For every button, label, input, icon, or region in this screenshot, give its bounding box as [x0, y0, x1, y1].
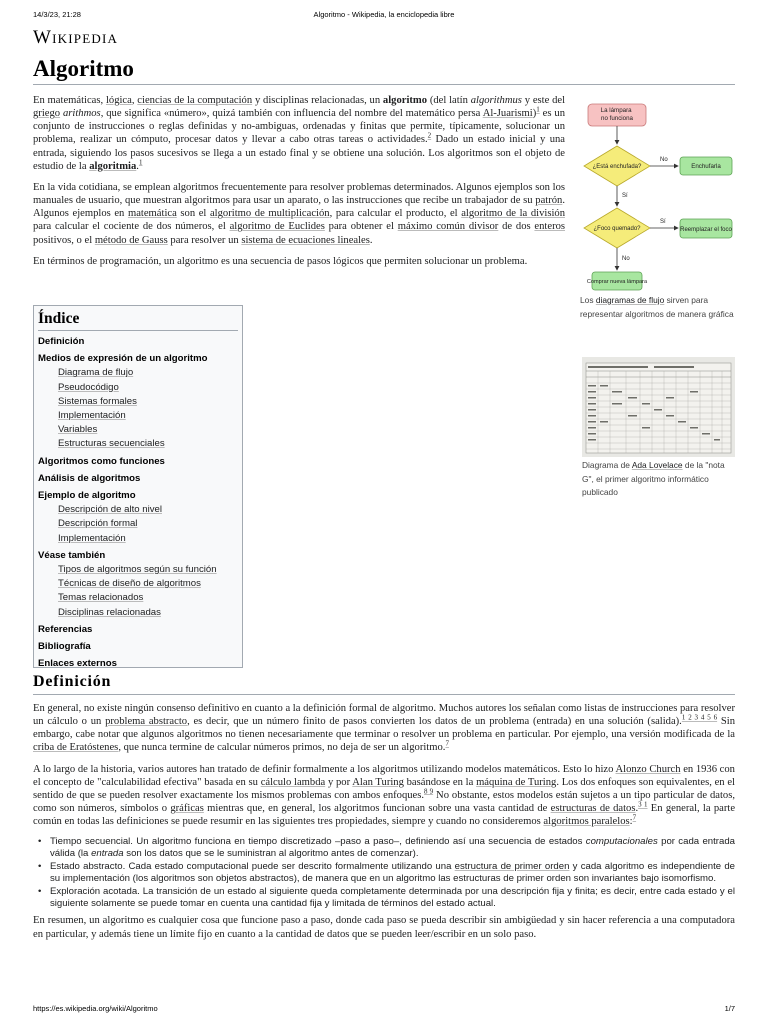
print-footer	[33, 1004, 735, 1016]
toc-item[interactable]: Algoritmos como funciones	[38, 455, 165, 467]
flow-end-label: Comprar nueva lámpara	[586, 279, 648, 285]
link-matematica[interactable]: matemática	[127, 208, 177, 220]
definicion-paragraph-3: En resumen, un algoritmo es cualquier cosa que funcione paso a paso, donde cada paso se pueda describir sin ambigüedad y sin hacer referencia a una computadora en particular, y además tiene un límite fijo en cuanto a la cantidad de datos que se pueden leer/escribir en un solo paso.	[33, 915, 735, 940]
link-estructuras-datos[interactable]: estructuras de datos	[550, 803, 636, 815]
toc-item[interactable]: Implementación	[58, 410, 126, 422]
link-algoritmos-paralelos[interactable]: algoritmos paralelos	[543, 816, 630, 828]
lovelace-figure	[582, 357, 735, 500]
lovelace-diagram-image[interactable]	[582, 357, 735, 457]
intro-paragraph-2: En la vida cotidiana, se emplean algoritmos frecuentemente para resolver problemas determinados. Algunos ejemplos son los manuales de usuario, que muestran algoritmos para usar un aparato, o las instrucciones que recibe un trabajador de su patrón. Algunos ejemplos en matemática son el algoritmo de multiplicación, para calcular el producto, el algoritmo de la división para calcular el cociente de dos números, el algoritmo de Euclides para obtener el máximo común divisor de dos enteros positivos, o el método de Gauss para resolver un sistema de ecuaciones lineales.	[33, 181, 566, 246]
link-diagramas-flujo[interactable]: diagramas de flujo	[595, 295, 665, 305]
link-maximo-comun-divisor[interactable]: máximo común divisor	[397, 221, 499, 233]
flowchart-caption: Los diagramas de flujo sirven para representar algoritmos de manera gráfica	[580, 295, 734, 319]
toc-item[interactable]: Implementación	[58, 532, 126, 544]
ref-7[interactable]: 7	[445, 739, 449, 748]
flowchart-figure	[580, 100, 735, 321]
flow-action-1-label: Enchufarla	[691, 163, 721, 170]
toc-item[interactable]: Descripción formal	[58, 518, 138, 530]
term-algoritmo: algoritmo	[382, 95, 428, 106]
link-alan-turing[interactable]: Alan Turing	[352, 776, 404, 788]
ref-7b[interactable]: 7	[632, 813, 637, 822]
link-algoritmo-multiplicacion[interactable]: algoritmo de multiplicación	[209, 208, 330, 220]
flow-decision-1-label: ¿Está enchufada?	[592, 164, 642, 170]
ref-1[interactable]: 1	[536, 105, 540, 114]
page-title: Algoritmo	[33, 56, 735, 85]
toc-item[interactable]: Medios de expresión de un algoritmo	[38, 353, 208, 365]
link-enteros[interactable]: enteros	[534, 221, 566, 233]
refs-1-6[interactable]: 1 2 3 4 5 6	[681, 713, 718, 722]
flow-si-1: Sí	[622, 193, 628, 199]
print-header	[33, 10, 735, 22]
link-problema-abstracto[interactable]: problema abstracto	[105, 716, 188, 728]
toc-item[interactable]: Análisis de algoritmos	[38, 472, 141, 484]
link-griego[interactable]: griego	[33, 108, 61, 120]
wikipedia-logo-text: Wikipedia	[33, 27, 119, 48]
print-page-number: 1/7	[724, 1004, 735, 1013]
flow-start-label: La lámpara no funciona	[600, 107, 633, 122]
intro-paragraph-1: En matemáticas, lógica, ciencias de la computación y disciplinas relacionadas, un algoritmo (del latín algorithmus y este del griego arithmos, que significa «número», quizá también con influencia del nombre del matemático persa Al-Juarismi)$^1$ es un conjunto de instrucciones o reglas definidas y no-ambiguas, ordenadas y finitas que permite, típicamente, solucionar un problema, realizar un cómputo, procesar datos y llevar a cabo otras tareas o actividades.$^2$ Dado un estado inicial y una entrada, siguiendo los pasos sucesivos se llega a un estado final y se obtiene una solución. Los algoritmos son el objeto de estudio de la algoritmia.$^1$	[33, 95, 566, 172]
flow-no-1: No	[660, 157, 668, 163]
link-calculo-lambda[interactable]: cálculo lambda	[260, 776, 326, 788]
propiedades-list	[33, 836, 735, 910]
wikipedia-logo[interactable]	[33, 27, 118, 49]
link-metodo-gauss[interactable]: método de Gauss	[94, 234, 168, 246]
section-heading-definicion: Definición	[33, 673, 735, 695]
print-page-title: Algoritmo - Wikipedia, la enciclopedia libre	[313, 10, 455, 19]
toc-item[interactable]: Ejemplo de algoritmo	[38, 490, 136, 502]
intro-paragraph-3: En términos de programación, un algoritmo es una secuencia de pasos lógicos que permiten solucionar un problema.	[33, 255, 528, 267]
toc-item[interactable]: Definición	[38, 336, 85, 347]
refs-3-1[interactable]: 3 1	[638, 800, 648, 809]
lovelace-caption: Diagrama de Ada Lovelace de la "nota G", el primer algoritmo informático publicado	[582, 460, 725, 497]
toc-item[interactable]: Pseudocódigo	[58, 381, 119, 393]
toc-item[interactable]: Bibliografía	[38, 641, 91, 653]
link-logica[interactable]: lógica	[105, 95, 132, 106]
toc-item[interactable]: Temas relacionados	[58, 592, 144, 604]
link-algoritmo-division[interactable]: algoritmo de la división	[461, 208, 565, 220]
flow-no-2: No	[622, 256, 630, 262]
link-algoritmia[interactable]: algoritmia	[89, 160, 137, 172]
flow-si-2: Sí	[660, 219, 666, 225]
link-al-juarismi[interactable]: Al-Juarismi	[482, 108, 533, 120]
toc-item[interactable]: Disciplinas relacionadas	[58, 606, 161, 618]
list-item-tiempo-secuencial: • Tiempo secuencial. Un algoritmo funciona en tiempo discretizado –paso a paso–, definiendo así una secuencia de estados computacionales por cada entrada válida (la entrada son los datos que se le suministran al algoritmo antes de comenzar).	[50, 836, 735, 860]
flow-action-2-label: Reemplazar el foco	[680, 227, 732, 233]
toc-item[interactable]: Estructuras secuenciales	[58, 438, 165, 450]
definicion-paragraph-1: En general, no existe ningún consenso definitivo en cuanto a la definición formal de algoritmo. Muchos autores los señalan como listas de instrucciones para resolver un cálculo o un problema abstracto, es decir, que un número finito de pasos convierten los datos de un problema (entrada) en una solución (salida).$^{1 2 3 4 5 6}$ Sin embargo, cabe notar que algunos algoritmos no tienen necesariamente que terminar o resolver un problema en particular. Por ejemplo, una versión modificada de la criba de Eratóstenes, que nunca termine de calcular números primos, no deja de ser un algoritmo.$^7$	[33, 703, 735, 754]
toc-item[interactable]: Véase también	[38, 549, 106, 561]
toc-item[interactable]: Tipos de algoritmos según su función	[58, 564, 217, 576]
toc-item[interactable]: Técnicas de diseño de algoritmos	[58, 578, 201, 590]
toc-item[interactable]: Diagrama de flujo	[58, 367, 134, 379]
flowchart-image[interactable]	[580, 100, 735, 292]
print-url: https://es.wikipedia.org/wiki/Algoritmo	[33, 1004, 158, 1013]
definicion-body	[33, 702, 735, 949]
ref-1b[interactable]: 1	[138, 158, 143, 167]
refs-8-9[interactable]: 8 9	[424, 787, 434, 796]
link-maquina-turing[interactable]: máquina de Turing	[476, 776, 557, 788]
link-ciencias-computacion[interactable]: ciencias de la computación	[137, 95, 253, 106]
toc-list	[38, 335, 238, 671]
link-alonzo-church[interactable]: Alonzo Church	[615, 763, 681, 775]
link-patron[interactable]: patrón	[535, 195, 563, 207]
link-estructura-primer-orden[interactable]: estructura de primer orden	[454, 861, 570, 873]
link-sistema-ecuaciones[interactable]: sistema de ecuaciones lineales	[241, 234, 370, 246]
link-ada-lovelace[interactable]: Ada Lovelace	[631, 460, 683, 470]
toc-title: Índice	[38, 310, 238, 331]
link-criba-eratostenes[interactable]: criba de Eratóstenes	[33, 742, 119, 754]
link-graficas[interactable]: gráficas	[170, 803, 204, 815]
definicion-paragraph-2: A lo largo de la historia, varios autores han tratado de definir formalmente a los algoritmos utilizando modelos matemáticos. Esto lo hizo Alonzo Church en 1936 con el concepto de "calculabilidad efectiva" basada en su cálculo lambda y por Alan Turing basándose en la máquina de Turing. Los dos enfoques son equivalentes, en el sentido de que se pueden resolver exactamente los mismos problemas con ambos enfoques.$^{8 9}$ No obstante, estos modelos están sujetos a un tipo particular de datos, como son números, símbolos o gráficas mientras que, en general, los algoritmos funcionan sobre una vasta cantidad de estructuras de datos.$^{3 1}$ En general, la parte común en todas las definiciones se puede resumir en las siguientes tres propiedades, siempre y cuando no consideremos algoritmos paralelos:$^7$	[33, 763, 736, 828]
ref-2[interactable]: 2	[427, 131, 432, 140]
flow-decision-2-label: ¿Foco quemado?	[593, 226, 641, 232]
intro-section	[33, 94, 565, 276]
toc-item[interactable]: Sistemas formales	[58, 395, 137, 407]
toc-item[interactable]: Descripción de alto nivel	[58, 504, 162, 516]
list-item-estado-abstracto: • Estado abstracto. Cada estado computacional puede ser descrito formalmente utilizando una estructura de primer orden y cada algoritmo es independiente de su implementación (los algoritmos son objetos abstractos), de manera que en un algoritmo las estructuras de primer orden son invariantes bajo isomorfismo.	[50, 861, 735, 885]
print-date: 14/3/23, 21:28	[33, 10, 81, 19]
list-item-exploracion-acotada: • Exploración acotada. La transición de un estado al siguiente queda completamente determinada por una descripción fija y finita; es decir, entre cada estado y el siguiente solamente se puede tomar en cuenta una cantidad fija y limitada de términos del estado actual.	[50, 886, 735, 910]
toc-item[interactable]: Enlaces externos	[38, 658, 117, 670]
toc-item[interactable]: Variables	[58, 424, 98, 436]
toc-item[interactable]: Referencias	[38, 623, 93, 635]
table-of-contents	[33, 305, 243, 668]
link-algoritmo-euclides[interactable]: algoritmo de Euclides	[229, 221, 325, 233]
